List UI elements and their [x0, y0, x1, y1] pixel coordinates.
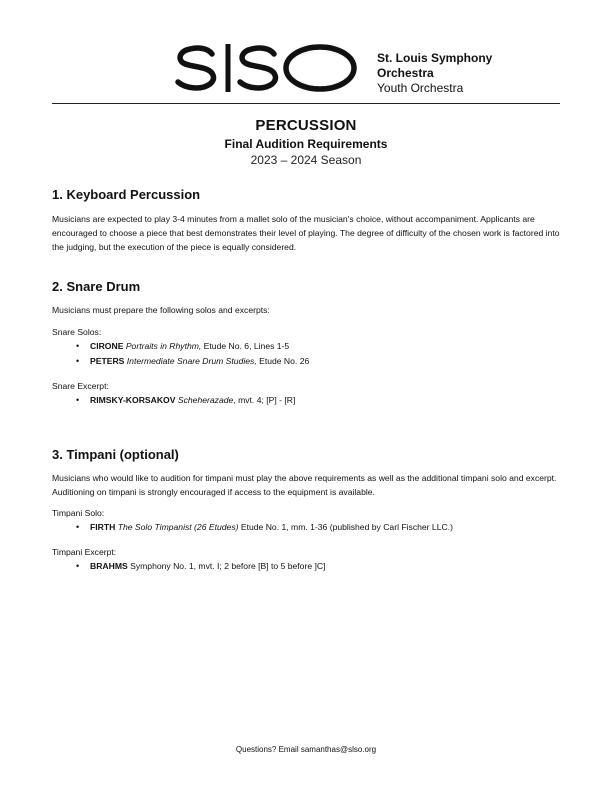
org-program: Youth Orchestra	[377, 81, 464, 95]
season-label: 2023 – 2024 Season	[250, 153, 362, 167]
group-label: Timpani Excerpt:	[52, 547, 117, 557]
snare-excerpt-list	[52, 393, 560, 408]
list-item	[52, 520, 560, 535]
page-header	[52, 42, 562, 100]
list-item	[52, 393, 560, 408]
group-label: Snare Solos:	[52, 327, 102, 337]
list-item	[52, 559, 560, 574]
section-heading: 1. Keyboard Percussion	[52, 187, 201, 202]
work-title: Intermediate Snare Drum Studies,	[126, 356, 257, 366]
title-block	[0, 117, 612, 167]
composer: CIRONE	[90, 341, 124, 351]
work-title: Scheherazade	[177, 395, 234, 405]
timpani-excerpt-list	[52, 559, 560, 574]
organization-name	[377, 51, 492, 96]
work-detail: Etude No. 6, Lines 1-5	[201, 341, 290, 351]
composer: PETERS	[90, 356, 125, 366]
section-snare-drum	[52, 279, 560, 408]
work-detail: Etude No. 1, mm. 1-36 (published by Carl Fischer LLC.)	[238, 522, 453, 532]
section-keyboard-percussion	[52, 187, 560, 254]
group-label: Snare Excerpt:	[52, 381, 109, 391]
org-name-line2: Orchestra	[377, 66, 434, 80]
work-detail: , mvt. 4; [P] - [R]	[233, 395, 296, 405]
section-paragraph: Musicians must prepare the following solos and excerpts:	[52, 305, 270, 315]
list-item	[52, 354, 560, 369]
composer: RIMSKY-KORSAKOV	[90, 395, 176, 405]
page-title: PERCUSSION	[255, 117, 357, 134]
group-label: Timpani Solo:	[52, 508, 105, 518]
slso-logo	[172, 42, 362, 94]
header-divider	[52, 103, 560, 104]
section-timpani	[52, 447, 560, 574]
section-heading: 3. Timpani (optional)	[52, 447, 179, 462]
snare-solos-list	[52, 339, 560, 369]
work-detail: Etude No. 26	[256, 356, 310, 366]
timpani-solo-list	[52, 520, 560, 535]
list-item	[52, 339, 560, 354]
composer: FIRTH	[90, 522, 116, 532]
section-paragraph: Musicians are expected to play 3-4 minutes from a mallet solo of the musician’s choice, without accompaniment. Applicants are encouraged to choose a piece that best demonstrates their level of playing. The degree of difficulty of the chosen work is factored into the judging, but the execution of the piece is equally considered.	[52, 214, 560, 252]
composer: BRAHMS	[90, 561, 128, 571]
page-subtitle: Final Audition Requirements	[224, 137, 388, 151]
footer-contact: Questions? Email samanthas@slso.org	[235, 745, 377, 754]
org-name-line1: St. Louis Symphony	[377, 51, 493, 65]
section-paragraph: Musicians who would like to audition for timpani must play the above requirements as well as the additional timpani solo and excerpt. Auditioning on timpani is strongly encouraged if access to the equipment is available.	[52, 473, 557, 497]
work-title: The Solo Timpanist (26 Etudes)	[117, 522, 239, 532]
work-detail: Symphony No. 1, mvt. I; 2 before [B] to 5 before ]C]	[130, 561, 326, 571]
section-heading: 2. Snare Drum	[52, 279, 141, 294]
work-title: Portraits in Rhythm,	[125, 341, 202, 351]
